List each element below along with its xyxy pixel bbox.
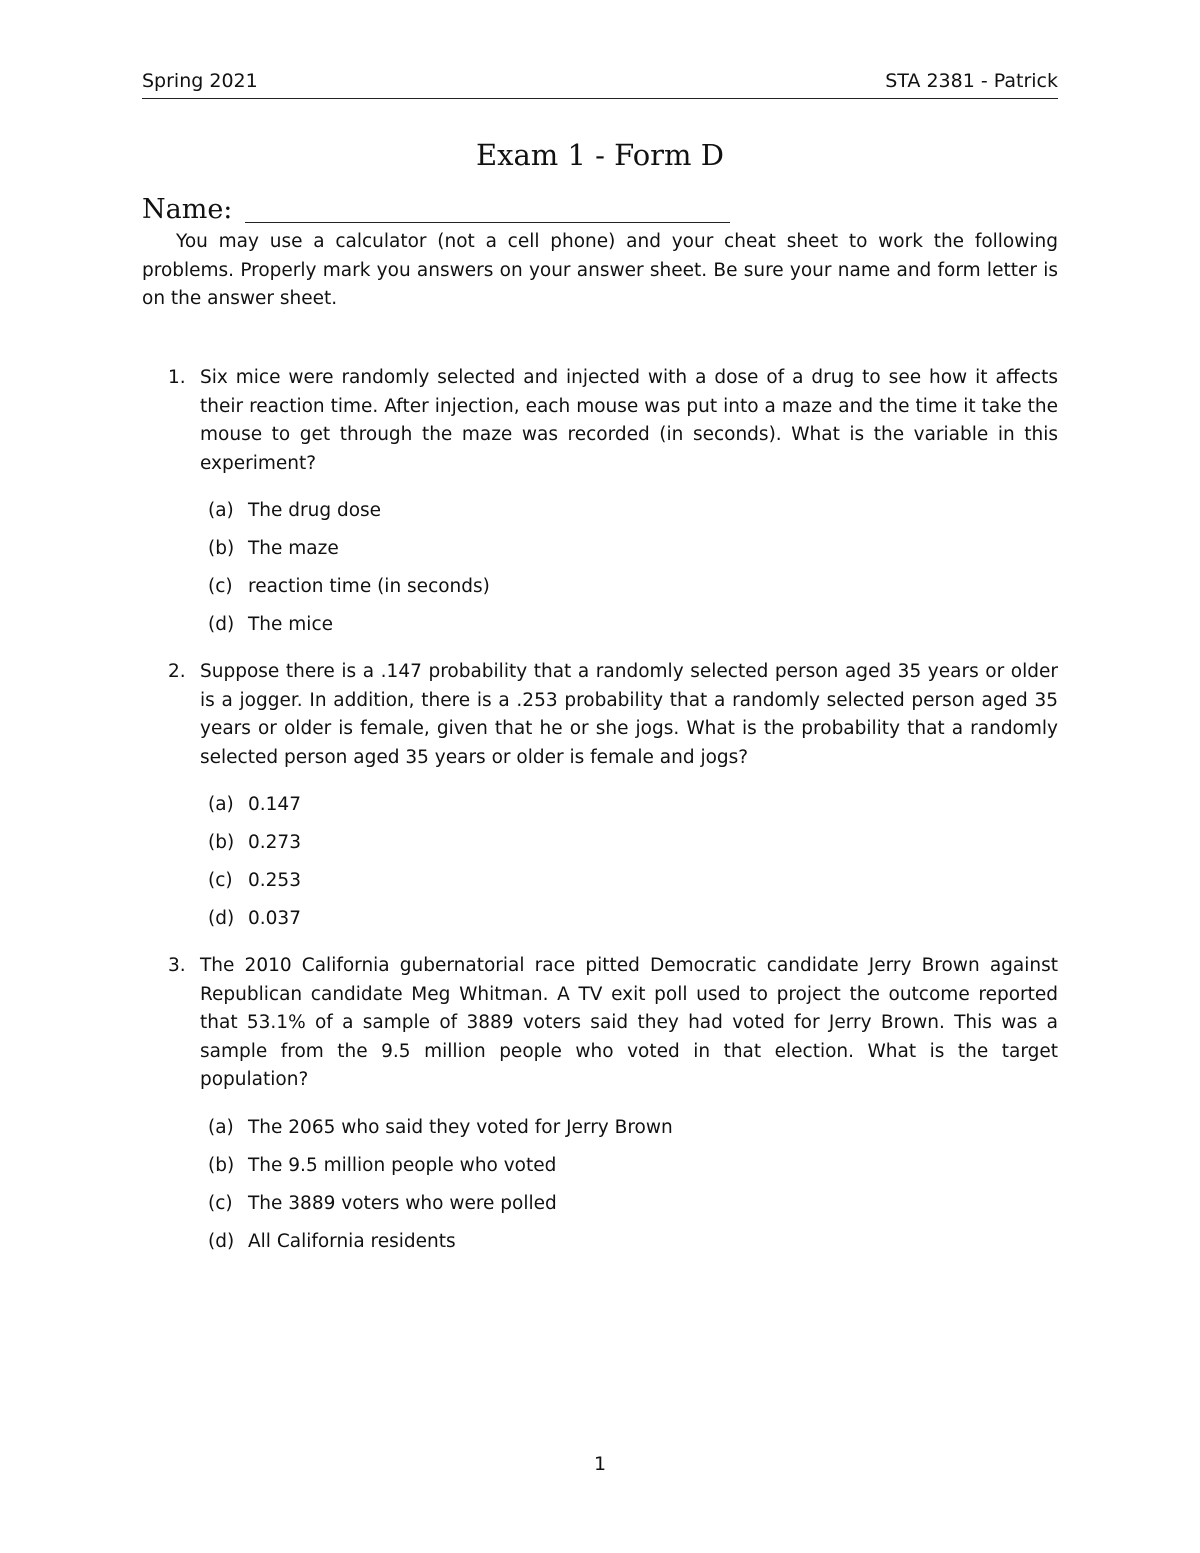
course-label: STA 2381 - Patrick bbox=[885, 70, 1058, 92]
answer-option-b bbox=[208, 530, 1058, 568]
option-label: (d) bbox=[208, 908, 235, 929]
answer-option-d bbox=[208, 1223, 1058, 1261]
option-text: The maze bbox=[248, 538, 339, 559]
answer-options bbox=[208, 786, 1058, 938]
option-text: 0.273 bbox=[248, 832, 301, 853]
option-label: (a) bbox=[208, 1116, 234, 1138]
answer-option-b bbox=[208, 824, 1058, 862]
option-label: (c) bbox=[208, 1192, 233, 1214]
instructions: You may use a calculator (not a cell phone) and your cheat sheet to work the following problems. Properly mark you answers on your answer sheet. Be sure your name and form letter is on the answer sheet. bbox=[142, 231, 1058, 309]
question-text: Suppose there is a .147 probability that a randomly selected person aged 35 years or older is a jogger. In addition, there is a .253 probability that a randomly selected person aged 35 years or older is female, given that he or she jogs. What is the probability that a randomly selected person aged 35 years or older is female and jogs? bbox=[200, 661, 1058, 768]
answer-option-b bbox=[208, 1147, 1058, 1185]
answer-option-a bbox=[208, 786, 1058, 824]
semester-label: Spring 2021 bbox=[142, 70, 258, 92]
question-text: Six mice were randomly selected and injected with a dose of a drug to see how it affects their reaction time. After injection, each mouse was put into a maze and the time it take the mouse to get through the maze was recorded (in seconds). What is the variable in this experiment? bbox=[200, 367, 1058, 474]
option-text: The drug dose bbox=[248, 500, 382, 521]
option-label: (d) bbox=[208, 614, 235, 635]
question-3 bbox=[142, 952, 1058, 1261]
option-text: 0.147 bbox=[248, 794, 301, 815]
question-1 bbox=[142, 364, 1058, 644]
option-label: (b) bbox=[208, 538, 235, 559]
option-text: 0.253 bbox=[248, 870, 301, 891]
option-label: (a) bbox=[208, 500, 234, 521]
name-label: Name: bbox=[142, 194, 233, 225]
answer-option-c bbox=[208, 862, 1058, 900]
answer-option-d bbox=[208, 606, 1058, 644]
page-number: 1 bbox=[593, 1453, 607, 1475]
answer-option-d bbox=[208, 900, 1058, 938]
question-number: 1. bbox=[168, 367, 186, 388]
question-2 bbox=[142, 658, 1058, 938]
option-text: The mice bbox=[248, 614, 334, 635]
exam-title: Exam 1 - Form D bbox=[475, 138, 725, 172]
answer-option-a bbox=[208, 492, 1058, 530]
answer-option-a bbox=[208, 1109, 1058, 1147]
option-text: reaction time (in seconds) bbox=[248, 576, 490, 597]
option-label: (c) bbox=[208, 576, 233, 597]
name-field-line[interactable] bbox=[245, 222, 730, 223]
option-text: 0.037 bbox=[248, 908, 301, 929]
question-text: The 2010 California gubernatorial race pitted Democratic candidate Jerry Brown against Republican candidate Meg Whitman. A TV exit poll used to project the outcome reported that 53.1% of a sample of 3889 voters said they had voted for Jerry Brown. This was a sample from the 9.5 million people who voted in that election. What is the target population? bbox=[200, 955, 1058, 1090]
option-label: (c) bbox=[208, 870, 233, 891]
answer-options bbox=[208, 1109, 1058, 1261]
answer-option-c bbox=[208, 568, 1058, 606]
page-header bbox=[142, 68, 1058, 99]
answer-options bbox=[208, 492, 1058, 644]
option-text: The 3889 voters who were polled bbox=[248, 1192, 557, 1214]
question-number: 2. bbox=[168, 661, 186, 682]
option-text: The 2065 who said they voted for Jerry Brown bbox=[248, 1116, 673, 1138]
option-text: All California residents bbox=[248, 1230, 456, 1252]
question-number: 3. bbox=[168, 955, 186, 976]
answer-option-c bbox=[208, 1185, 1058, 1223]
option-text: The 9.5 million people who voted bbox=[248, 1154, 557, 1176]
option-label: (b) bbox=[208, 832, 235, 853]
option-label: (a) bbox=[208, 794, 234, 815]
option-label: (d) bbox=[208, 1230, 235, 1252]
question-list bbox=[142, 364, 1058, 1275]
option-label: (b) bbox=[208, 1154, 235, 1176]
